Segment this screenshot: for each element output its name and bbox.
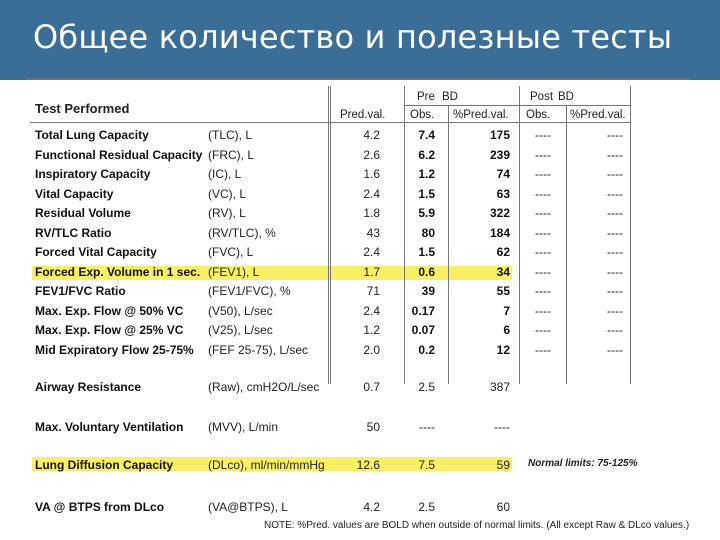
cell-pred: 2.4 — [363, 245, 380, 259]
cell-name: Lung Diffusion Capacity — [35, 458, 173, 472]
cell-pred: 43 — [366, 225, 380, 240]
cell-unit: (VC), L — [208, 186, 247, 201]
cell-pct: 34 — [496, 264, 510, 279]
cell-pred: 12.6 — [356, 458, 380, 472]
cell-post-pct: ---- — [607, 264, 623, 279]
cell-unit: (RV/TLC), % — [208, 225, 276, 240]
cell-unit: (IC), L — [208, 167, 242, 181]
cell-name: Forced Exp. Volume in 1 sec. — [35, 264, 201, 279]
header-obs-post: Obs. — [526, 109, 551, 121]
cell-post-pct: ---- — [607, 147, 623, 162]
cell-obs: 0.6 — [418, 264, 435, 279]
cell-post-pct: ---- — [607, 303, 623, 318]
cell-pct: 387 — [489, 380, 510, 394]
cell-pct: 63 — [496, 186, 510, 201]
cell-post-pct: ---- — [607, 128, 623, 142]
cell-pct: ---- — [494, 420, 510, 434]
cell-pred: 0.7 — [363, 380, 380, 394]
cell-pct: 62 — [496, 245, 510, 259]
cell-name: Forced Vital Capacity — [35, 245, 157, 259]
cell-unit: (MVV), L/min — [208, 420, 279, 434]
header-post: Post — [530, 91, 554, 103]
cell-obs: 2.5 — [418, 380, 435, 394]
cell-post-pct: ---- — [607, 284, 623, 298]
cell-pct: 239 — [489, 147, 510, 162]
cell-name: Max. Exp. Flow @ 50% VC — [35, 303, 184, 318]
grid-vline — [328, 86, 329, 384]
cell-obs: 0.07 — [411, 323, 435, 337]
cell-pred: 2.0 — [363, 342, 380, 357]
cell-pred: 4.2 — [363, 500, 380, 514]
cell-obs: 2.5 — [418, 500, 435, 514]
cell-post-pct: ---- — [607, 167, 623, 181]
cell-pred: 2.4 — [363, 186, 380, 201]
cell-pct: 322 — [489, 206, 510, 220]
cell-obs: 0.17 — [411, 303, 435, 318]
cell-unit: (FEV1/FVC), % — [208, 284, 291, 298]
cell-name: RV/TLC Ratio — [35, 225, 112, 240]
cell-pred: 1.8 — [363, 206, 380, 220]
cell-post-obs: ---- — [535, 225, 551, 240]
cell-post-obs: ---- — [535, 245, 551, 259]
header-obs: Obs. — [410, 109, 435, 121]
cell-unit: (FEV1), L — [208, 264, 260, 279]
cell-unit: (VA@BTPS), L — [208, 500, 288, 514]
cell-obs: 1.5 — [418, 245, 435, 259]
cell-pct: 175 — [489, 128, 510, 142]
header-pre: Pre — [417, 91, 435, 103]
grid-hline — [30, 122, 630, 123]
cell-obs: 5.9 — [418, 206, 435, 220]
cell-pct: 12 — [496, 342, 510, 357]
cell-post-obs: ---- — [535, 323, 551, 337]
header-post-bd: BD — [558, 91, 574, 103]
footer-note: NOTE: %Pred. values are BOLD when outside of normal limits. (All except Raw & DLco values.) — [264, 520, 690, 531]
cell-obs: 7.4 — [418, 128, 435, 142]
cell-name: Residual Volume — [35, 206, 131, 220]
header-pred-val: Pred.val. — [340, 109, 386, 121]
grid-vline — [630, 86, 631, 384]
cell-post-pct: ---- — [607, 245, 623, 259]
cell-post-pct: ---- — [607, 186, 623, 201]
cell-name: Total Lung Capacity — [35, 128, 149, 142]
cell-unit: (TLC), L — [208, 128, 253, 142]
cell-pred: 1.7 — [363, 264, 380, 279]
cell-pct: 60 — [496, 500, 510, 514]
header-pct-pred-val: %Pred.val. — [453, 109, 509, 121]
cell-obs: 1.5 — [418, 186, 435, 201]
cell-unit: (RV), L — [208, 206, 246, 220]
cell-pred: 1.6 — [363, 167, 380, 181]
cell-unit: (FEF 25-75), L/sec — [208, 342, 309, 357]
cell-post-pct: ---- — [607, 225, 623, 240]
cell-pct: 184 — [489, 225, 510, 240]
cell-pct: 6 — [503, 323, 510, 337]
normal-limits-note: Normal limits: 75-125% — [528, 458, 638, 469]
grid-hline — [404, 105, 630, 106]
cell-name: Functional Residual Capacity — [35, 147, 203, 162]
header-test-performed: Test Performed — [35, 101, 130, 116]
cell-name: Vital Capacity — [35, 186, 114, 201]
grid-vline — [519, 86, 520, 384]
header-pre-bd: BD — [442, 91, 458, 103]
cell-post-obs: ---- — [535, 264, 551, 279]
cell-obs: 1.2 — [418, 167, 435, 181]
cell-obs: 7.5 — [418, 458, 435, 472]
cell-unit: (FVC), L — [208, 245, 254, 259]
cell-name: Max. Exp. Flow @ 25% VC — [35, 323, 184, 337]
cell-post-obs: ---- — [535, 167, 551, 181]
cell-post-obs: ---- — [535, 206, 551, 220]
cell-name: Mid Expiratory Flow 25-75% — [35, 342, 194, 357]
slide-title-bar — [0, 0, 720, 80]
cell-pct: 59 — [496, 458, 510, 472]
cell-post-obs: ---- — [535, 147, 551, 162]
cell-pred: 2.4 — [363, 303, 380, 318]
cell-unit: (V25), L/sec — [208, 323, 273, 337]
cell-name: Airway Resistance — [35, 380, 142, 394]
cell-post-obs: ---- — [535, 186, 551, 201]
cell-pct: 7 — [503, 303, 510, 318]
cell-unit: (FRC), L — [208, 147, 254, 162]
cell-obs: 0.2 — [418, 342, 435, 357]
cell-post-obs: ---- — [535, 284, 551, 298]
cell-post-pct: ---- — [607, 323, 623, 337]
cell-name: VA @ BTPS from DLco — [35, 500, 165, 514]
cell-pct: 74 — [496, 167, 510, 181]
cell-pct: 55 — [496, 284, 510, 298]
cell-post-pct: ---- — [607, 342, 623, 357]
cell-pred: 1.2 — [363, 323, 380, 337]
cell-obs: 80 — [421, 225, 435, 240]
cell-unit: (V50), L/sec — [208, 303, 273, 318]
cell-pred: 2.6 — [363, 147, 380, 162]
slide-title: Общее количество и полезные тесты — [33, 18, 673, 56]
cell-obs: 6.2 — [418, 147, 435, 162]
cell-name: Inspiratory Capacity — [35, 167, 151, 181]
cell-post-pct: ---- — [607, 206, 623, 220]
cell-name: FEV1/FVC Ratio — [35, 284, 126, 298]
grid-vline — [566, 106, 567, 384]
cell-post-obs: ---- — [535, 128, 551, 142]
header-pct-pred-val-post: %Pred.val. — [570, 109, 626, 121]
cell-name: Max. Voluntary Ventilation — [35, 420, 184, 434]
grid-vline — [330, 86, 331, 384]
cell-post-obs: ---- — [535, 342, 551, 357]
cell-unit: (Raw), cmH2O/L/sec — [208, 380, 320, 394]
cell-unit: (DLco), ml/min/mmHg — [208, 458, 325, 472]
cell-obs: 39 — [421, 284, 435, 298]
grid-vline — [448, 106, 449, 384]
pft-report — [0, 80, 720, 540]
cell-post-obs: ---- — [535, 303, 551, 318]
cell-pred: 50 — [366, 420, 380, 434]
cell-pred: 4.2 — [363, 128, 380, 142]
cell-pred: 71 — [366, 284, 380, 298]
cell-obs: ---- — [419, 420, 435, 434]
